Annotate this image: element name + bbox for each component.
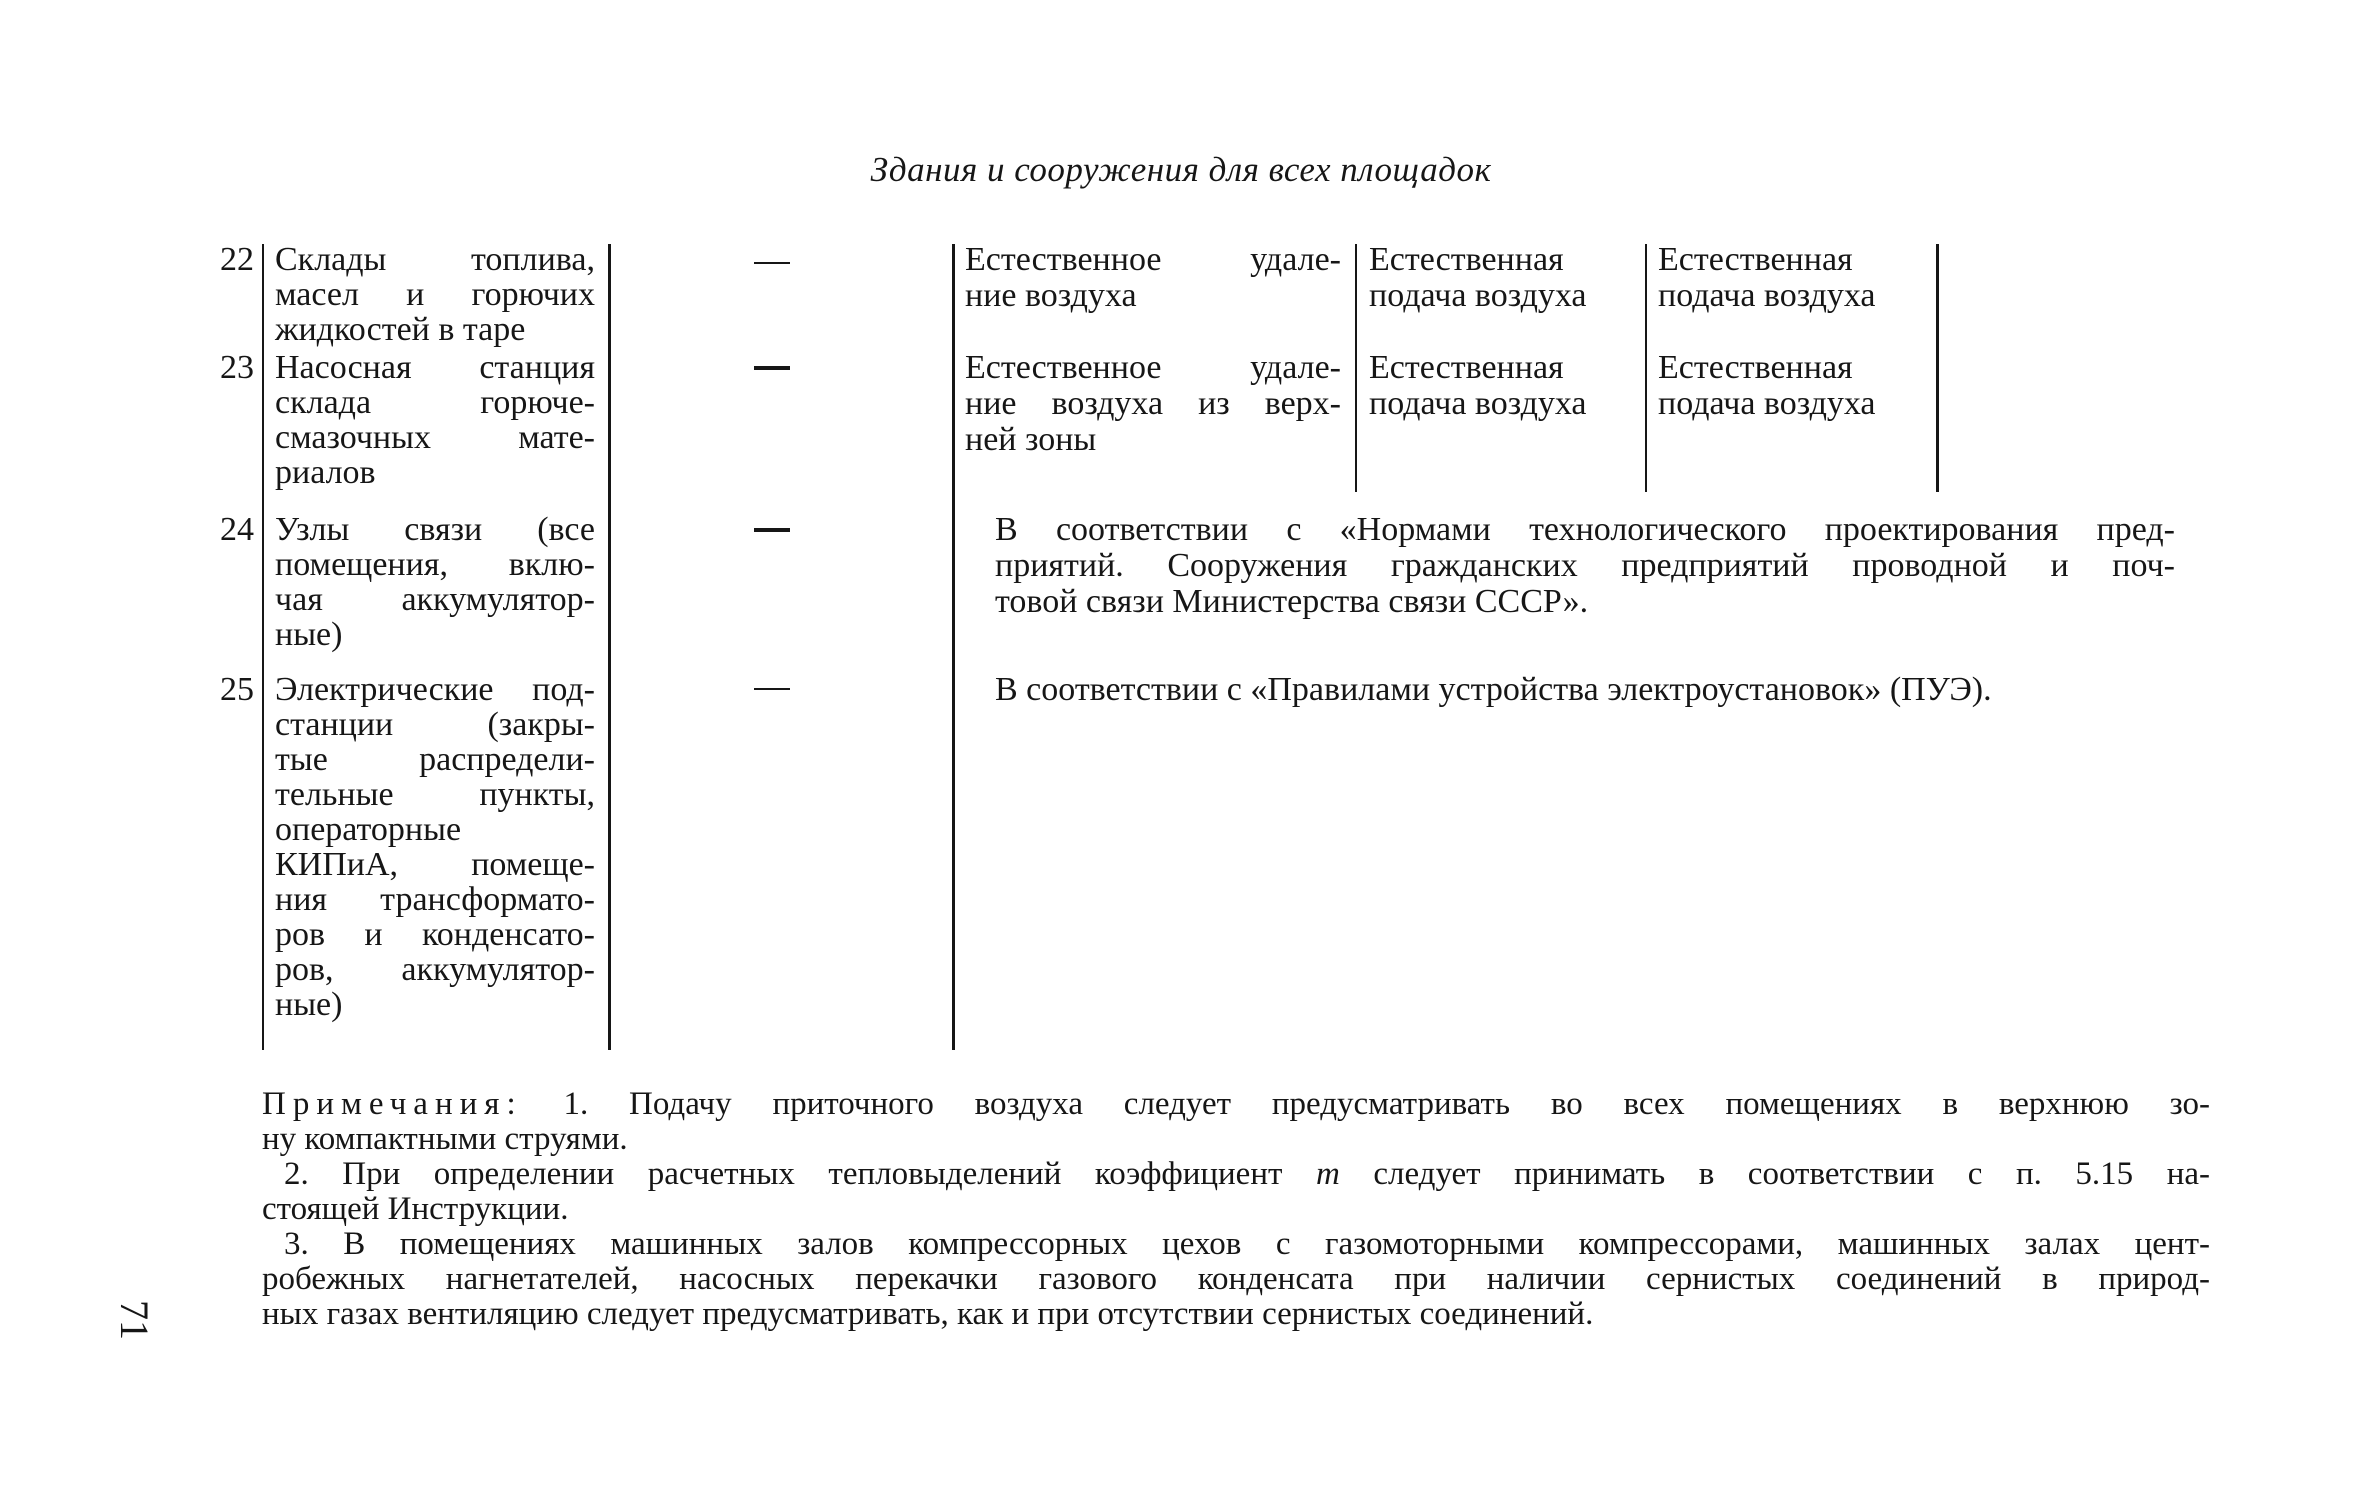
note-1-line: 1. Подачу приточного воздуха следует предусматривать во всех помещениях в верхнюю зо- [563, 1086, 2210, 1122]
cell-line: Естественная [1658, 241, 1853, 278]
row-name-line: КИПиА, помеще- [275, 846, 595, 883]
dash-mark [754, 528, 790, 532]
table-rule-right [1936, 244, 1939, 492]
dash-mark [754, 366, 790, 370]
row-col5 [1658, 242, 1928, 314]
row-name-line: жидкостей в таре [275, 311, 526, 348]
note-2-text: следует принимать в соответствии с п. 5.15 на- [1373, 1156, 2210, 1192]
row-name-line: смазочных мате- [275, 419, 595, 456]
row-col3 [965, 242, 1341, 314]
cell-line: Естественная [1658, 349, 1853, 386]
table-rule-after-col2 [952, 244, 955, 1050]
row-number: 23 [220, 349, 254, 386]
cell-line: подача воздуха [1658, 277, 1876, 314]
row-name-line: ные) [275, 616, 343, 653]
row-name-line: ния трансформато- [275, 881, 595, 918]
row-name-line: тые распредели- [275, 741, 595, 778]
note-2-line: стоящей Инструкции. [262, 1191, 569, 1227]
row-span-text [995, 672, 2175, 708]
table-rule-left [262, 244, 264, 1050]
row-name-line: тельные пункты, [275, 776, 595, 813]
span-line: приятий. Сооружения гражданских предприятий проводной и поч- [995, 547, 2175, 584]
row-name-line: масел и горючих [275, 276, 595, 313]
note-3-line: ных газах вентиляцию следует предусматривать, как и при отсутствии сернистых соединений. [262, 1296, 1594, 1332]
row-number: 24 [220, 511, 254, 548]
row-col3 [965, 350, 1341, 458]
row-name-line: операторные [275, 811, 462, 848]
row-number: 22 [220, 241, 254, 278]
row-name [275, 672, 595, 1022]
page-number: 71 [112, 1300, 157, 1340]
cell-line: подача воздуха [1658, 385, 1876, 422]
span-line: В соответствии с «Нормами технологического проектирования пред- [995, 511, 2175, 548]
span-line: В соответствии с «Правилами устройства электроустановок» (ПУЭ). [995, 671, 1992, 708]
table-rule-col3-col4 [1355, 244, 1357, 492]
row-name-line: Электрические под- [275, 671, 595, 708]
cell-line: ние воздуха [965, 277, 1137, 314]
row-name-line: ные) [275, 986, 343, 1023]
row-name-line: станции (закры- [275, 706, 595, 743]
row-number: 25 [220, 671, 254, 708]
cell-line: ней зоны [965, 421, 1097, 458]
row-name-line: Склады топлива, [275, 241, 595, 278]
row-name-line: чая аккумулятор- [275, 581, 595, 618]
note-1-line: ну компактными струями. [262, 1121, 628, 1157]
row-col5 [1658, 350, 1928, 422]
section-heading: Здания и сооружения для всех площадок [870, 150, 1492, 189]
row-name-line: помещения, вклю- [275, 546, 595, 583]
cell-line: подача воздуха [1369, 277, 1587, 314]
row-col4 [1369, 350, 1639, 422]
note-3-line: робежных нагнетателей, насосных перекачки газового конденсата при наличии сернистых соединений в природ- [262, 1261, 2210, 1297]
note-2-symbol: m [1315, 1156, 1340, 1192]
row-name-line: риалов [275, 454, 376, 491]
row-name [275, 512, 595, 652]
cell-line: подача воздуха [1369, 385, 1587, 422]
row-name-line: Насосная станция [275, 349, 595, 386]
cell-line: Естественная [1369, 349, 1564, 386]
row-name-line: Узлы связи (все [275, 511, 595, 548]
cell-line: ние воздуха из верх- [965, 385, 1341, 422]
row-name-line: склада горюче- [275, 384, 595, 421]
note-2-text: 2. При определении расчетных тепловыделений коэффициент [284, 1156, 1283, 1192]
span-line: товой связи Министерства связи СССР». [995, 583, 1589, 620]
dash-mark [754, 262, 790, 264]
note-3-line: 3. В помещениях машинных залов компрессорных цехов с газомоторными компрессорами, машинных залах цент- [284, 1226, 2210, 1262]
notes [262, 1087, 2210, 1332]
row-name-line: ров, аккумулятор- [275, 951, 595, 988]
row-name-line: ров и конденсато- [275, 916, 595, 953]
row-name [275, 242, 595, 347]
notes-label: Примечания: [262, 1086, 523, 1122]
cell-line: Естественная [1369, 241, 1564, 278]
cell-line: Естественное удале- [965, 241, 1341, 278]
row-name [275, 350, 595, 490]
row-span-text [995, 512, 2175, 620]
cell-line: Естественное удале- [965, 349, 1341, 386]
table-rule-after-name [608, 244, 611, 1050]
row-col4 [1369, 242, 1639, 314]
table-rule-col4-col5 [1645, 244, 1647, 492]
dash-mark [754, 688, 790, 690]
